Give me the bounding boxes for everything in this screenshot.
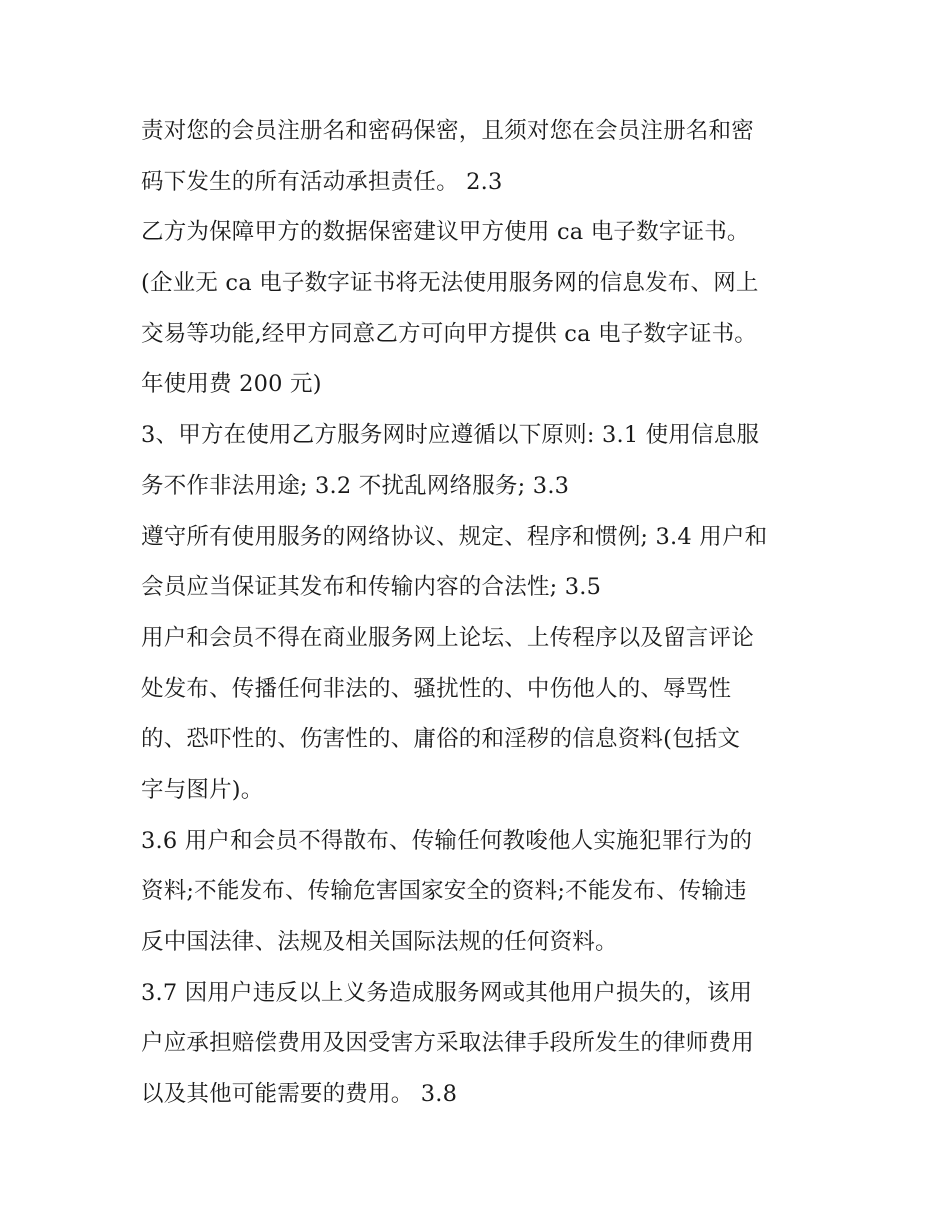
text-line: 责对您的会员注册名和密码保密，且须对您在会员注册名和密	[141, 118, 754, 144]
text-line: 处发布、传播任何非法的、骚扰性的、中伤他人的、辱骂性	[141, 675, 732, 702]
text-line: 反中国法律、法规及相关国际法规的任何资料。	[141, 929, 618, 955]
text-line: 的、恐吓性的、伤害性的、庸俗的和淫秽的信息资料(包括文	[141, 726, 741, 753]
text-line: 年使用费 200 元)	[141, 371, 322, 398]
text-line: (企业无 ca 电子数字证书将无法使用服务网的信息发布、网上	[141, 270, 759, 297]
text-line: 务不作非法用途; 3.2 不扰乱网络服务; 3.3	[141, 472, 570, 499]
text-line: 资料;不能发布、传输危害国家安全的资料;不能发布、传输违	[141, 878, 747, 905]
text-line: 码下发生的所有活动承担责任。 2.3	[141, 168, 503, 195]
text-line: 字与图片)。	[141, 776, 264, 803]
text-line: 会员应当保证其发布和传输内容的合法性; 3.5	[141, 574, 602, 601]
text-line: 3.7 因用户违反以上义务造成服务网或其他用户损失的，该用	[141, 979, 753, 1006]
text-line: 用户和会员不得在商业服务网上论坛、上传程序以及留言评论	[141, 624, 754, 651]
text-line: 交易等功能,经甲方同意乙方可向甲方提供 ca 电子数字证书。	[141, 320, 757, 347]
document-body	[141, 106, 821, 1120]
text-line: 户应承担赔偿费用及因受害方采取法律手段所发生的律师费用	[141, 1030, 754, 1057]
text-line: 3.6 用户和会员不得散布、传输任何教唆他人实施犯罪行为的	[141, 827, 753, 854]
text-line: 以及其他可能需要的费用。 3.8	[141, 1081, 458, 1108]
text-line: 遵守所有使用服务的网络协议、规定、程序和惯例; 3.4 用户和	[141, 523, 768, 550]
text-line: 3、甲方在使用乙方服务网时应遵循以下原则: 3.1 使用信息服	[141, 422, 760, 449]
text-line: 乙方为保障甲方的数据保密建议甲方使用 ca 电子数字证书。	[141, 219, 750, 246]
